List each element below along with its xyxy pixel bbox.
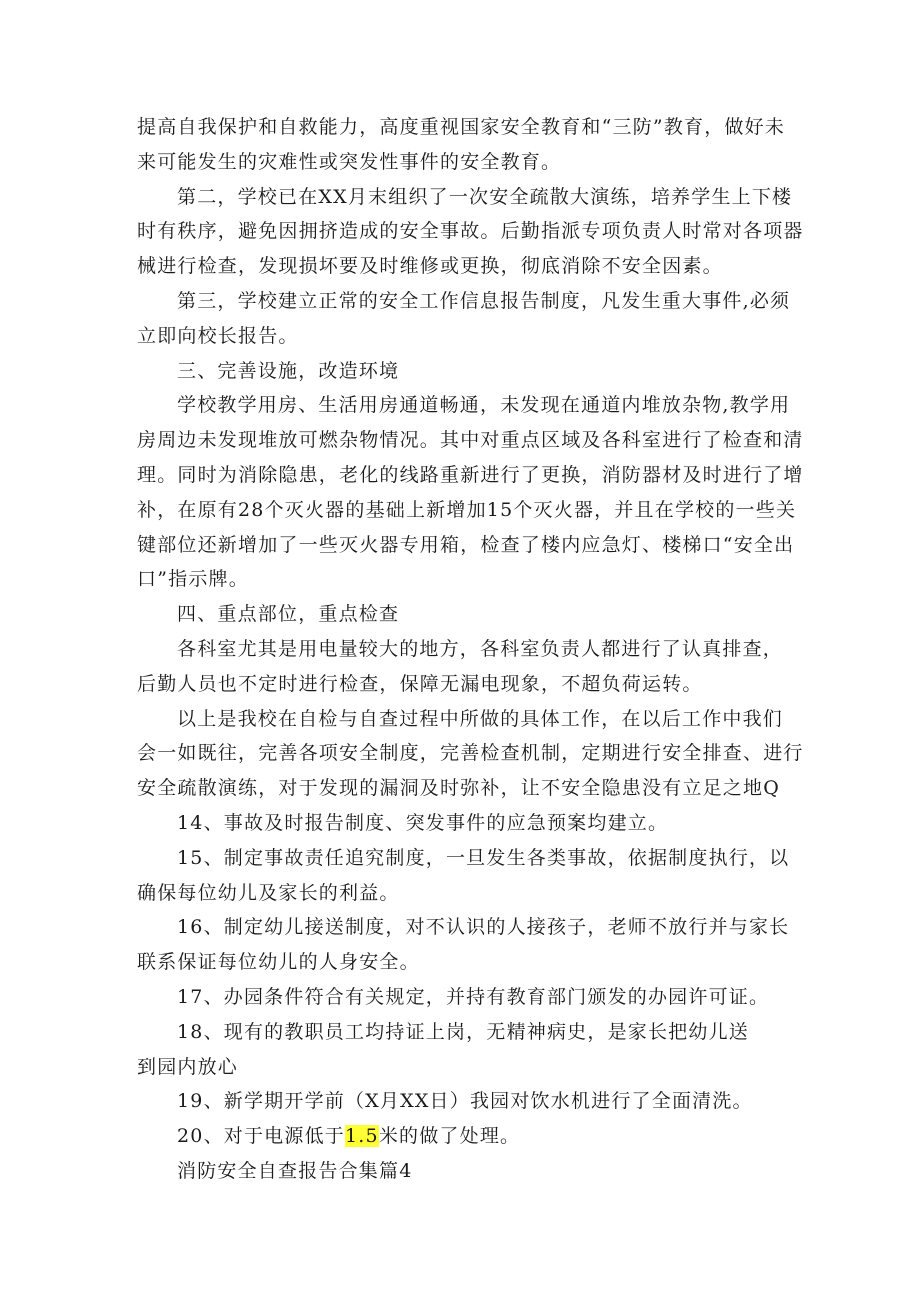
line-20-after: 米的做了处理。 — [378, 1125, 521, 1147]
paragraph-line: 确保每位幼儿及家长的利益。 — [137, 882, 400, 904]
paragraph-line: 房周边未发现堆放可燃杂物情况。其中对重点区域及各科室进行了检查和清 — [137, 429, 804, 451]
paragraph-line: 第三，学校建立正常的安全工作信息报告制度，凡发生重大事件,必须 — [177, 290, 791, 312]
paragraph-line: 补，在原有28个灭火器的基础上新增加15个灭火器，并且在学校的一些关 — [137, 499, 797, 521]
paragraph-line: 联系保证每位幼儿的人身安全。 — [137, 951, 420, 973]
paragraph-line: 会一如既往，完善各项安全制度，完善检查机制，定期进行安全排查、进行 — [137, 742, 804, 764]
line-20-before: 20、对于电源低于 — [177, 1125, 345, 1147]
paragraph-line: 立即向校长报告。 — [137, 325, 299, 347]
closing-title: 消防安全自查报告合集篇4 — [177, 1160, 413, 1182]
paragraph-line: 学校教学用房、生活用房通道畅通，未发现在通道内堆放杂物,教学用 — [177, 394, 791, 416]
highlighted-value: 1.5 — [344, 1125, 379, 1147]
paragraph-line: 安全疏散演练，对于发现的漏洞及时弥补，让不安全隐患没有立足之地Q — [137, 777, 780, 799]
paragraph-line: 械进行检查，发现损坏要及时维修或更换，彻底消除不安全因素。 — [137, 255, 723, 277]
list-item-14: 14、事故及时报告制度、突发事件的应急预案均建立。 — [177, 812, 669, 834]
paragraph-line: 口”指示牌。 — [137, 568, 249, 590]
list-item-15: 15、制定事故责任追究制度，一旦发生各类事故，依据制度执行，以 — [177, 847, 790, 869]
paragraph-line: 到园内放心 — [137, 1056, 239, 1078]
list-item-20 — [177, 1121, 520, 1151]
section-heading: 三、完善设施，改造环境 — [177, 360, 400, 382]
paragraph-line: 以上是我校在自检与自查过程中所做的具体工作，在以后工作中我们 — [177, 708, 784, 730]
paragraph-line: 来可能发生的灾难性或突发性事件的安全教育。 — [137, 151, 562, 173]
paragraph-line: 时有秩序，避免因拥挤造成的安全事故。后勤指派专项负责人时常对各项器 — [137, 220, 804, 242]
paragraph-line: 各科室尤其是用电量较大的地方，各科室负责人都进行了认真排查， — [177, 638, 784, 660]
paragraph-line: 理。同时为消除隐患，老化的线路重新进行了更换，消防器材及时进行了增 — [137, 464, 804, 486]
paragraph-line: 键部位还新增加了一些灭火器专用箱，检查了楼内应急灯、楼梯口“安全出 — [137, 534, 795, 556]
paragraph-line: 第二，学校已在XX月末组织了一次安全疏散大演练，培养学生上下楼 — [177, 186, 793, 208]
paragraph-line: 提高自我保护和自救能力，高度重视国家安全教育和“三防”教育，做好未 — [137, 116, 786, 138]
list-item-18: 18、现有的教职员工均持证上岗，无精神病史，是家长把幼儿送 — [177, 1021, 749, 1043]
list-item-17: 17、办园条件符合有关规定，并持有教育部门颁发的办园许可证。 — [177, 986, 770, 1008]
list-item-16: 16、制定幼儿接送制度，对不认识的人接孩子，老师不放行并与家长 — [177, 916, 790, 938]
paragraph-line: 后勤人员也不定时进行检查，保障无漏电现象，不超负荷运转。 — [137, 673, 703, 695]
section-heading: 四、重点部位，重点检查 — [177, 603, 400, 625]
list-item-19: 19、新学期开学前（X月XX日）我园对饮水机进行了全面清洗。 — [177, 1090, 753, 1112]
